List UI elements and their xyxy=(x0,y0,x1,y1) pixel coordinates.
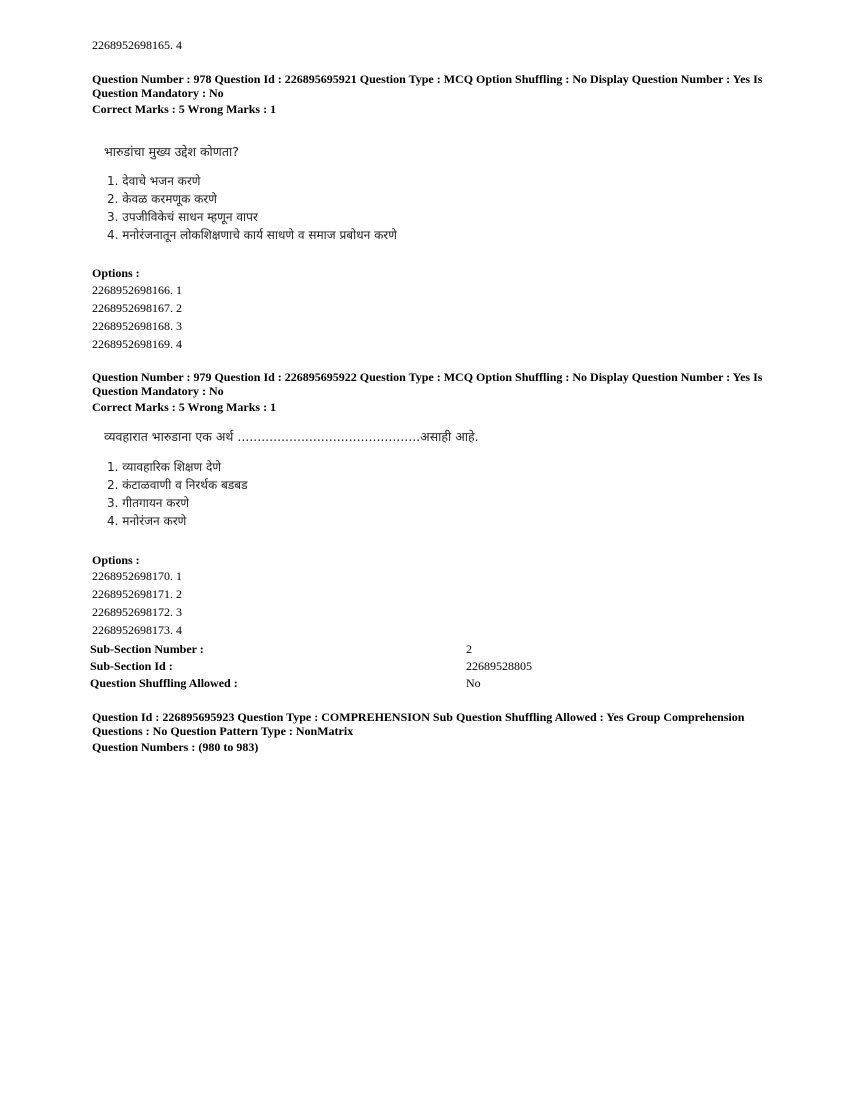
question-shuffling-label: Question Shuffling Allowed : xyxy=(90,676,238,690)
comprehension-line3: Question Numbers : (980 to 983) xyxy=(92,740,259,754)
option-id-3: 2268952698168. 3 xyxy=(92,319,182,333)
option-id-1: 2268952698166. 1 xyxy=(92,283,182,297)
top-option-line: 2268952698165. 4 xyxy=(92,38,182,52)
choice-4: 4. मनोरंजन करणे xyxy=(107,514,187,528)
option-id-4: 2268952698173. 4 xyxy=(92,623,182,637)
question-header-line2: Question Mandatory : No xyxy=(92,384,224,398)
comprehension-line1: Question Id : 226895695923 Question Type : COMPREHENSION Sub Question Shuffling Allowed : Yes Group Comprehension xyxy=(92,710,745,724)
choice-1: 1. व्यावहारिक शिक्षण देणे xyxy=(107,460,222,474)
option-id-4: 2268952698169. 4 xyxy=(92,337,182,351)
subsection-id-label: Sub-Section Id : xyxy=(90,659,173,673)
subsection-number-label: Sub-Section Number : xyxy=(90,642,204,656)
question-marks: Correct Marks : 5 Wrong Marks : 1 xyxy=(92,400,277,414)
options-label: Options : xyxy=(92,266,140,280)
question-text: भारुडांचा मुख्य उद्देश कोणता? xyxy=(104,144,239,159)
choice-4: 4. मनोरंजनातून लोकशिक्षणाचे कार्य साधणे व समाज प्रबोधन करणे xyxy=(107,228,397,242)
comprehension-line2: Questions : No Question Pattern Type : NonMatrix xyxy=(92,724,354,738)
question-header-line2: Question Mandatory : No xyxy=(92,86,224,100)
question-marks: Correct Marks : 5 Wrong Marks : 1 xyxy=(92,102,277,116)
subsection-number-value: 2 xyxy=(466,642,472,656)
question-shuffling-value: No xyxy=(466,676,481,690)
question-text: व्यवहारात भारुडाना एक अर्थ ..............................................असाही आहे. xyxy=(104,429,479,444)
question-header-line1: Question Number : 978 Question Id : 226895695921 Question Type : MCQ Option Shuffling : No Display Question Number : Yes Is xyxy=(92,72,763,86)
option-id-2: 2268952698167. 2 xyxy=(92,301,182,315)
choice-3: 3. गीतगायन करणे xyxy=(107,496,190,510)
choice-2: 2. केवळ करमणूक करणे xyxy=(107,192,217,206)
choice-1: 1. देवाचे भजन करणे xyxy=(107,174,201,188)
option-id-3: 2268952698172. 3 xyxy=(92,605,182,619)
options-label: Options : xyxy=(92,553,140,567)
choice-2: 2. कंटाळवाणी व निरर्थक बडबड xyxy=(107,478,248,492)
subsection-id-value: 22689528805 xyxy=(466,659,532,673)
option-id-1: 2268952698170. 1 xyxy=(92,569,182,583)
option-id-2: 2268952698171. 2 xyxy=(92,587,182,601)
choice-3: 3. उपजीविकेचं साधन म्हणून वापर xyxy=(107,210,258,224)
question-header-line1: Question Number : 979 Question Id : 226895695922 Question Type : MCQ Option Shuffling : No Display Question Number : Yes Is xyxy=(92,370,763,384)
